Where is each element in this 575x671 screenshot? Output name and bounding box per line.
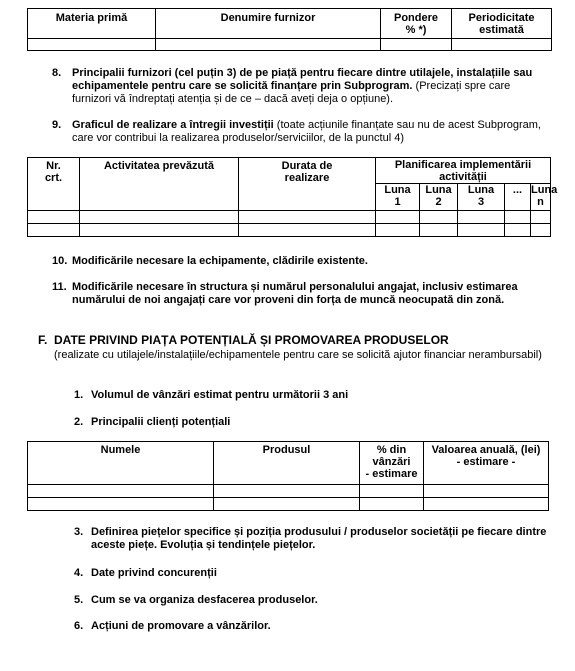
- table-row: [28, 211, 551, 224]
- item-11-number: 11.: [52, 281, 67, 293]
- f-item-6-text: Acțiuni de promovare a vânzărilor.: [91, 620, 271, 632]
- f-item-2-number: 2.: [74, 416, 84, 428]
- col-header-name: Numele: [28, 442, 214, 485]
- col-header-activity: Activitatea prevăzută: [80, 158, 239, 211]
- f-item-3-text: Definirea piețelor specifice și poziția produsului / produselor societății pe fiecare dintre aceste piețe. Evoluția și tendințele piețelor.: [91, 526, 547, 551]
- item-9-text: [72, 119, 544, 145]
- f-item-4-text: Date privind concurenții: [91, 567, 217, 579]
- col-header-month-ellipsis: ...: [505, 184, 531, 211]
- section-f-title: DATE PRIVIND PIAȚA POTENȚIALĂ ȘI PROMOVAREA PRODUSELOR: [54, 333, 449, 347]
- potential-clients-table: [27, 441, 549, 511]
- f-item-2-text: Principalii clienți potențiali: [91, 416, 231, 428]
- col-header-planning: Planificarea implementării activității: [376, 158, 551, 184]
- col-header-nr: Nr. crt.: [28, 158, 80, 211]
- f-item-4-number: 4.: [74, 567, 84, 579]
- col-header-supplier-name: Denumire furnizor: [156, 9, 381, 39]
- col-header-month-1: Luna 1: [376, 184, 420, 211]
- item-8-note: (Precizați spre care furnizori vă îndreptați atenția și de ce – dacă aveți deja o opțiune).: [72, 80, 511, 105]
- item-9-bold: Graficul de realizare a întregii investiții: [72, 119, 274, 131]
- table-row: [28, 498, 549, 511]
- f-item-5-number: 5.: [74, 594, 84, 606]
- item-9-number: 9.: [52, 119, 62, 131]
- col-header-annual-value: Valoarea anuală, (lei) - estimare -: [424, 442, 549, 485]
- col-header-month-3: Luna 3: [458, 184, 505, 211]
- item-8-number: 8.: [52, 67, 62, 79]
- f-item-3-number: 3.: [74, 526, 84, 538]
- col-header-product: Produsul: [214, 442, 360, 485]
- section-f-letter: F.: [38, 333, 48, 347]
- col-header-duration: Durata de realizare: [239, 158, 376, 211]
- table-row: [28, 39, 552, 51]
- table-row: [28, 485, 549, 498]
- item-9-note: (toate acțiunile finanțate sau nu de acest Subprogram, care vor contribui la realizarea produselor/serviciilor, de la punctul 4): [72, 119, 541, 144]
- f-item-6-number: 6.: [74, 620, 84, 632]
- col-header-month-2: Luna 2: [420, 184, 458, 211]
- col-header-weight: Pondere % *): [381, 9, 452, 39]
- section-f-subtitle: (realizate cu utilajele/instalațiile/echipamentele pentru care se solicită ajutor financiar nerambursabil): [54, 349, 542, 361]
- col-header-raw-material: Materia primă: [28, 9, 156, 39]
- col-header-periodicity: Periodicitate estimată: [452, 9, 552, 39]
- col-header-sales-share: % din vânzări - estimare: [360, 442, 424, 485]
- f-item-1-text: Volumul de vânzări estimat pentru următorii 3 ani: [91, 389, 349, 401]
- col-header-month-n: Luna n: [531, 184, 551, 211]
- item-10-number: 10.: [52, 255, 68, 267]
- item-8-bold: Principalii furnizori (cel puțin 3) de pe piață pentru fiecare dintre utilajele, instalațiile sau echipamentele pentru care se solicită finanțare prin Subprogram.: [72, 67, 533, 92]
- item-11-text: Modificările necesare în structura și numărul personalului angajat, inclusiv estimarea numărului de noi angajați care vor proveni din forța de muncă neocupată din zonă.: [72, 281, 518, 306]
- f-item-5-text: Cum se va organiza desfacerea produselor.: [91, 594, 318, 606]
- f-item-1-number: 1.: [74, 389, 84, 401]
- item-8-text: [72, 67, 544, 106]
- raw-materials-table: [27, 8, 552, 51]
- table-row: [28, 224, 551, 237]
- item-10-text: Modificările necesare la echipamente, clădirile existente.: [72, 255, 368, 267]
- implementation-schedule-table: [27, 157, 558, 237]
